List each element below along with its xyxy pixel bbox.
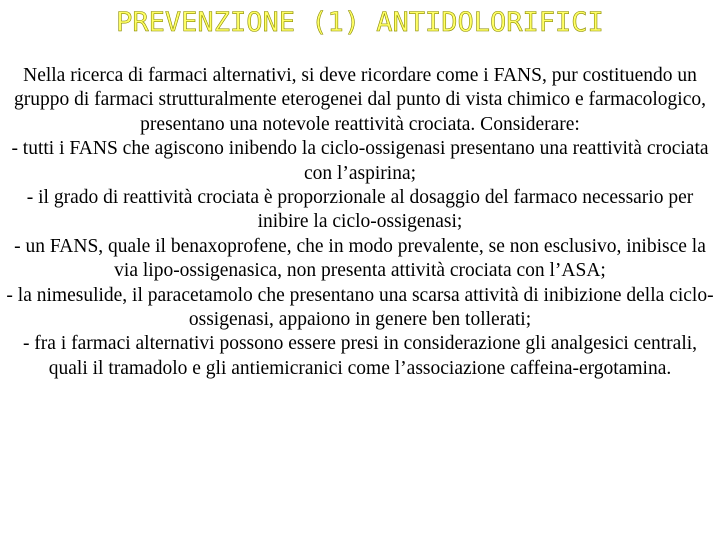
bullet-item: - tutti i FANS che agiscono inibendo la ciclo-ossigenasi presentano una reattività crociata con l’aspirina;: [11, 138, 709, 184]
slide-body: [6, 64, 714, 381]
bullet-item: - fra i farmaci alternativi possono essere presi in considerazione gli analgesici centrali, quali il tramadolo e gli antiemicranici come l’associazione caffeina-ergotamina.: [22, 333, 698, 379]
slide-title: PREVENZIONE (1) ANTIDOLORIFICI: [116, 7, 604, 38]
bullet-item: - il grado di reattività crociata è proporzionale al dosaggio del farmaco necessario per inibire la ciclo-ossigenasi;: [26, 187, 694, 233]
intro-paragraph: Nella ricerca di farmaci alternativi, si deve ricordare come i FANS, pur costituendo un gruppo di farmaci strutturalmente eterogenei dal punto di vista chimico e farmacologico, presentano una notevole reattività crociata. Considerare:: [13, 65, 706, 135]
bullet-item: - la nimesulide, il paracetamolo che presentano una scarsa attività di inibizione della ciclo-ossigenasi, appaiono in genere ben tollerati;: [6, 284, 714, 331]
bullet-item: - un FANS, quale il benaxoprofene, che in modo prevalente, se non esclusivo, inibisce la via lipo-ossigenasica, non presenta attività crociata con l’ASA;: [14, 235, 706, 282]
